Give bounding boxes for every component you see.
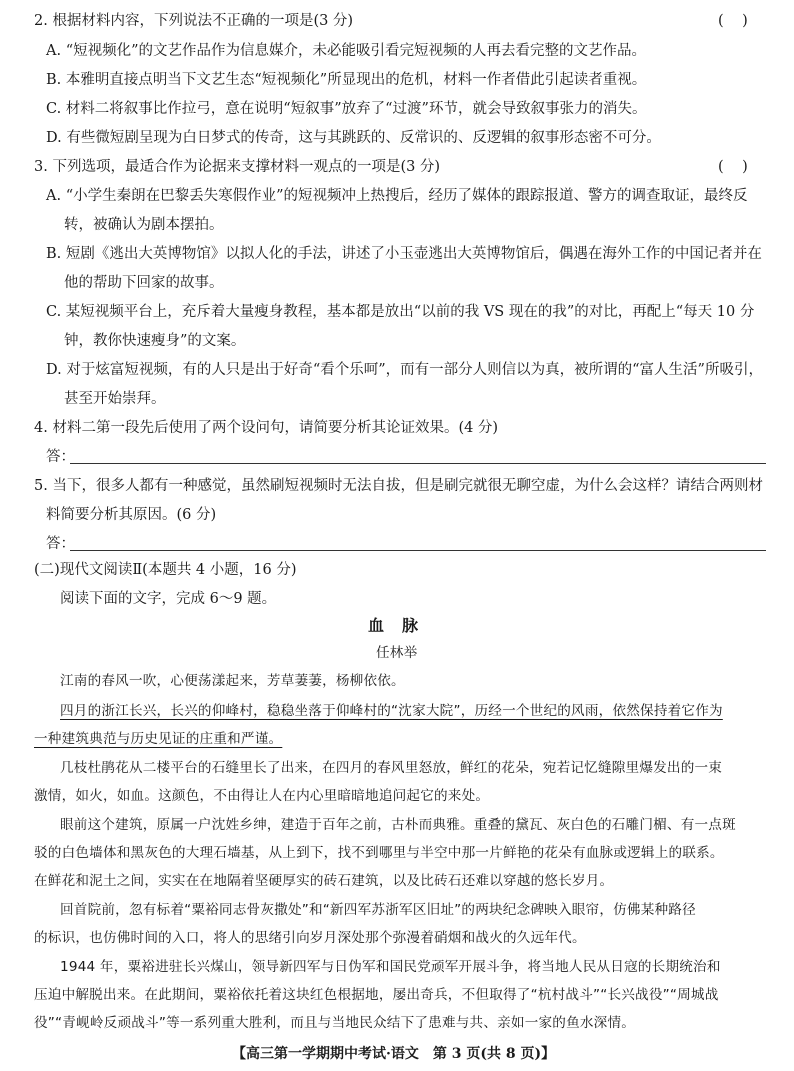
q2-answer-parens: ( ) [718, 13, 748, 29]
q3-option-c-line1: C. 某短视频平台上，充斥着大量瘦身教程，基本都是放出“以前的我 VS 现在的我”的对比，再配上“每天 10 分 [46, 304, 755, 320]
section-instruction: 阅读下面的文字，完成 6～9 题。 [60, 591, 277, 607]
page-footer: 【高三第一学期期中考试·语文 第 3 页(共 8 页)】 [232, 1046, 556, 1062]
article-paragraph-4-line1: 眼前这个建筑，原属一户沈姓乡绅，建造于百年之前，古朴而典雅。重叠的黛瓦、灰白色的石雕门楣、有一点斑 [60, 817, 736, 833]
article-paragraph-4-line3: 在鲜花和泥土之间，实实在在地隔着坚硬厚实的砖石建筑，以及比砖石还难以穿越的悠长岁月。 [34, 873, 614, 889]
article-paragraph-4-line2: 驳的白色墙体和黑灰色的大理石墙基，从上到下，找不到哪里与半空中那一片鲜艳的花朵有血脉或逻辑上的联系。 [34, 845, 724, 861]
article-paragraph-6-line2: 压迫中解脱出来。在此期间，粟裕依托着这块红色根据地，屡出奇兵，不但取得了“杭村战斗”“长兴战役”“周城战 [34, 987, 719, 1003]
article-paragraph-2-line1: 四月的浙江长兴，长兴的仰峰村，稳稳坐落于仰峰村的“沈家大院”，历经一个世纪的风雨，依然保持着它作为 [60, 703, 723, 719]
article-paragraph-5-line1: 回首院前，忽有标着“粟裕同志骨灰撒处”和“新四军苏浙军区旧址”的两块纪念碑映入眼帘，仿佛某种路径 [60, 902, 696, 918]
q2-option-d: D. 有些微短剧呈现为白日梦式的传奇，这与其跳跃的、反常识的、反逻辑的叙事形态密不可分。 [46, 130, 661, 146]
q3-option-d-line1: D. 对于炫富短视频，有的人只是出于好奇“看个乐呵”，而有一部分人则信以为真，被所谓的“富人生活”所吸引， [46, 362, 763, 378]
q2-option-b: B. 本雅明直接点明当下文艺生态“短视频化”所显现出的危机，材料一作者借此引起读者重视。 [46, 72, 647, 88]
section-heading: (二)现代文阅读Ⅱ(本题共 4 小题，16 分) [34, 562, 297, 578]
q3-option-b-line1: B. 短剧《逃出大英博物馆》以拟人化的手法，讲述了小玉壶逃出大英博物馆后，偶遇在海外工作的中国记者并在 [46, 246, 762, 262]
q3-option-c-line2: 钟，教你快速瘦身”的文案。 [64, 333, 246, 349]
q2-option-a: A. “短视频化”的文艺作品作为信息媒介，未必能吸引看完短视频的人再去看完整的文艺作品。 [46, 43, 647, 59]
q3-stem: 3. 下列选项，最适合作为论据来支撑材料一观点的一项是(3 分) [34, 159, 441, 175]
q3-option-b-line2: 他的帮助下回家的故事。 [64, 275, 224, 291]
q4-stem: 4. 材料二第一段先后使用了两个设问句，请简要分析其论证效果。(4 分) [34, 420, 499, 436]
article-author: 任林举 [376, 645, 418, 661]
q3-option-a-line2: 转，被确认为剧本摆拍。 [64, 217, 224, 233]
article-title: 血脉 [368, 616, 437, 635]
q3-answer-parens: ( ) [718, 159, 748, 175]
article-paragraph-3-line1: 几枝杜鹃花从二楼平台的石缝里长了出来，在四月的春风里怒放，鲜红的花朵，宛若记忆缝隙里爆发出的一束 [60, 760, 723, 776]
article-paragraph-1: 江南的春风一吹，心便荡漾起来，芳草萋萋，杨柳依依。 [60, 673, 405, 689]
q5-stem-line2: 料简要分析其原因。(6 分) [46, 507, 217, 523]
article-paragraph-6-line3: 役”“青岘岭反顽战斗”等一系列重大胜利，而且与当地民众结下了患难与共、亲如一家的鱼水深情。 [34, 1015, 636, 1031]
q4-answer-label: 答： [46, 449, 75, 465]
article-paragraph-5-line2: 的标识，也仿佛时间的入口，将人的思绪引向岁月深处那个弥漫着硝烟和战火的久远年代。 [34, 930, 586, 946]
q5-answer-line[interactable] [70, 550, 766, 551]
q2-option-c: C. 材料二将叙事比作拉弓，意在说明“短叙事”放弃了“过渡”环节，就会导致叙事张力的消失。 [46, 101, 647, 117]
article-paragraph-6-line1: 1944 年，粟裕进驻长兴煤山，领导新四军与日伪军和国民党顽军开展斗争，将当地人民从日寇的长期统治和 [60, 959, 721, 975]
q5-stem-line1: 5. 当下，很多人都有一种感觉，虽然刷短视频时无法自拔，但是刷完就很无聊空虚，为什么会这样？请结合两则材 [34, 478, 763, 494]
q2-stem: 2. 根据材料内容，下列说法不正确的一项是(3 分) [34, 13, 354, 29]
q3-option-d-line2: 甚至开始崇拜。 [64, 391, 166, 407]
article-paragraph-2-line2: 一种建筑典范与历史见证的庄重和严谨。 [34, 731, 283, 747]
article-paragraph-3-line2: 激情，如火，如血。这颜色，不由得让人在内心里暗暗地追问起它的来处。 [34, 788, 490, 804]
q3-option-a-line1: A. “小学生秦朗在巴黎丢失寒假作业”的短视频冲上热搜后，经历了媒体的跟踪报道、警方的调查取证，最终反 [46, 188, 748, 204]
q5-answer-label: 答： [46, 536, 75, 552]
q4-answer-line[interactable] [70, 463, 766, 464]
